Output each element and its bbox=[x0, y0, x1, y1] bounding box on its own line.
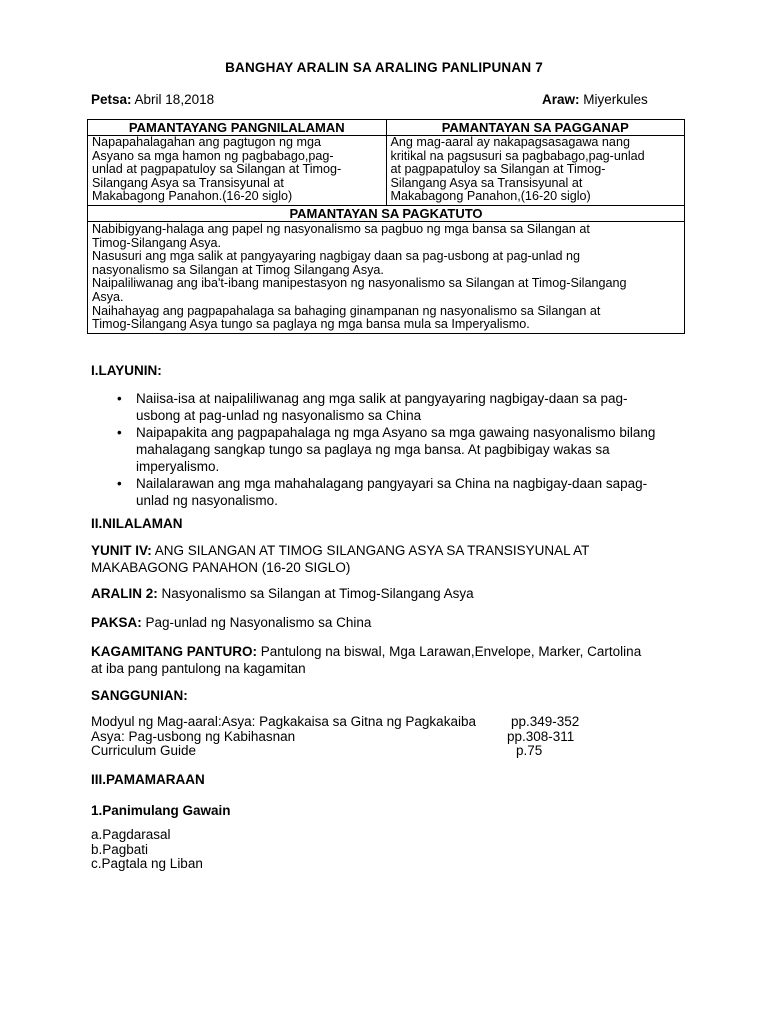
list-item bbox=[91, 744, 691, 759]
petsa-label: Petsa: bbox=[91, 92, 132, 107]
cell-line: at pagpapatuloy sa Silangan at Timog- bbox=[390, 162, 606, 177]
list-item: • Naipapakita ang pagpapahalaga ng mga Asyano sa mga gawaing nasyonalismo bilang mahalagang sangkap tungo sa paglaya ng mga bansa. At pagbibigay wakas sa imperyalismo. bbox=[117, 425, 656, 474]
yunit-block bbox=[91, 542, 589, 576]
cell-line: Timog-Silangang Asya. bbox=[92, 235, 222, 250]
araw-value: Miyerkules bbox=[583, 92, 648, 107]
cell-line: kritikal na pagsusuri sa pagbabago,pag-unlad bbox=[390, 148, 645, 163]
list-item: • Nailalarawan ang mga mahahalagang pangyayari sa China na nagbigay-daan sapag- unlad ng nasyonalismo. bbox=[117, 476, 648, 508]
cell-line: nasyonalismo sa Silangan at Timog Silangang Asya. bbox=[92, 262, 384, 277]
cell-line: Nasusuri ang mga salik at pangyayaring nagbigay daan sa pag-usbong at pag-unlad ng bbox=[92, 249, 580, 264]
yunit-value: ANG SILANGAN AT TIMOG SILANGANG ASYA SA TRANSISYUNAL AT bbox=[151, 543, 590, 558]
kagamitan-label: KAGAMITANG PANTURO: bbox=[91, 644, 257, 659]
paksa-value: Pag-unlad ng Nasyonalismo sa China bbox=[141, 615, 372, 630]
cell-line: Nabibigyang-halaga ang papel ng nasyonalismo sa pagbuo ng mga bansa sa Silangan at bbox=[92, 221, 590, 236]
bullet-icon: • bbox=[117, 391, 122, 406]
pangnilalaman-cell bbox=[88, 136, 387, 206]
yunit-value-line2: MAKABAGONG PANAHON (16-20 SIGLO) bbox=[91, 560, 351, 575]
kagamitan-block bbox=[91, 643, 641, 677]
panimula-list bbox=[91, 828, 203, 872]
layunin-list bbox=[91, 390, 691, 509]
pamamaraan-heading: III.PAMAMARAAN bbox=[91, 772, 205, 787]
sanggunian-list bbox=[91, 715, 691, 759]
aralin-line bbox=[91, 586, 474, 601]
paksa-label: PAKSA: bbox=[91, 615, 142, 630]
cell-line: Timog-Silangang Asya tungo sa paglaya ng mga bansa mula sa Imperyalismo. bbox=[92, 317, 530, 332]
pagkatuto-cell bbox=[88, 221, 685, 333]
pagganap-cell bbox=[386, 136, 685, 206]
sanggunian-heading: SANGGUNIAN: bbox=[91, 688, 188, 703]
cell-line: Silangang Asya sa Transisyunal at bbox=[390, 175, 583, 190]
pagkatuto-header: PAMANTAYAN SA PAGKATUTO bbox=[88, 205, 685, 221]
list-item bbox=[91, 730, 691, 745]
standards-table bbox=[87, 119, 685, 334]
bullet-icon: • bbox=[117, 425, 122, 440]
cell-line: Asya. bbox=[92, 289, 124, 304]
list-item: • Naiisa-isa at naipaliliwanag ang mga salik at pangyayaring nagbigay-daan sa pag- usbong at pag-unlad ng nasyonalismo sa China bbox=[117, 391, 628, 423]
nilalaman-heading: II.NILALAMAN bbox=[91, 516, 183, 531]
pangnilalaman-header: PAMANTAYANG PANGNILALAMAN bbox=[88, 120, 387, 136]
petsa-line bbox=[91, 92, 214, 107]
reference-title: Modyul ng Mag-aaral:Asya: Pagkakaisa sa Gitna ng Pagkakaiba bbox=[91, 714, 476, 729]
list-item bbox=[91, 715, 691, 730]
list-item: a.Pagdarasal bbox=[91, 827, 171, 842]
cell-line: unlad at pagpapatuloy sa Silangan at Timog- bbox=[92, 162, 342, 177]
reference-pages: p.75 bbox=[516, 743, 543, 758]
cell-line: Silangang Asya sa Transisyunal at bbox=[92, 175, 284, 190]
layunin-heading: I.LAYUNIN: bbox=[91, 363, 162, 378]
yunit-label: YUNIT IV: bbox=[91, 543, 152, 558]
reference-pages: pp.349-352 bbox=[511, 714, 580, 729]
pagganap-header: PAMANTAYAN SA PAGGANAP bbox=[386, 120, 685, 136]
aralin-value: Nasyonalismo sa Silangan at Timog-Silangang Asya bbox=[157, 586, 474, 601]
reference-pages: pp.308-311 bbox=[507, 728, 575, 744]
reference-title: Asya: Pag-usbong ng Kabihasnan bbox=[91, 728, 296, 744]
panimula-heading: 1.Panimulang Gawain bbox=[91, 803, 231, 818]
reference-title: Curriculum Guide bbox=[91, 743, 197, 758]
paksa-line bbox=[91, 615, 371, 630]
cell-line: Naihahayag ang pagpapahalaga sa bahaging ginampanan ng nasyonalismo sa Silangan at bbox=[92, 303, 601, 318]
list-item: b.Pagbati bbox=[91, 841, 149, 857]
cell-line: Napapahalagahan ang pagtugon ng mga bbox=[92, 135, 321, 149]
cell-line: Makabagong Panahon,(16-20 siglo) bbox=[390, 189, 591, 204]
cell-line: Naipaliliwanag ang iba't-ibang manipestasyon ng nasyonalismo sa Silangan at Timog-Silangang bbox=[92, 276, 627, 291]
araw-label: Araw: bbox=[542, 92, 580, 107]
bullet-icon: • bbox=[117, 476, 122, 491]
aralin-label: ARALIN 2: bbox=[91, 586, 158, 601]
kagamitan-value: Pantulong na biswal, Mga Larawan,Envelope, Marker, Cartolina bbox=[256, 644, 642, 659]
cell-line: Asyano sa mga hamon ng pagbabago,pag- bbox=[92, 148, 334, 163]
cell-line: Makabagong Panahon.(16-20 siglo) bbox=[92, 189, 293, 204]
list-item: c.Pagtala ng Liban bbox=[91, 856, 203, 871]
araw-line bbox=[542, 92, 648, 107]
petsa-value: Abril 18,2018 bbox=[134, 92, 215, 107]
document-title: BANGHAY ARALIN SA ARALING PANLIPUNAN 7 bbox=[225, 60, 543, 75]
kagamitan-value-line2: at iba pang pantulong na kagamitan bbox=[91, 661, 306, 676]
cell-line: Ang mag-aaral ay nakapagsasagawa nang bbox=[390, 135, 630, 149]
